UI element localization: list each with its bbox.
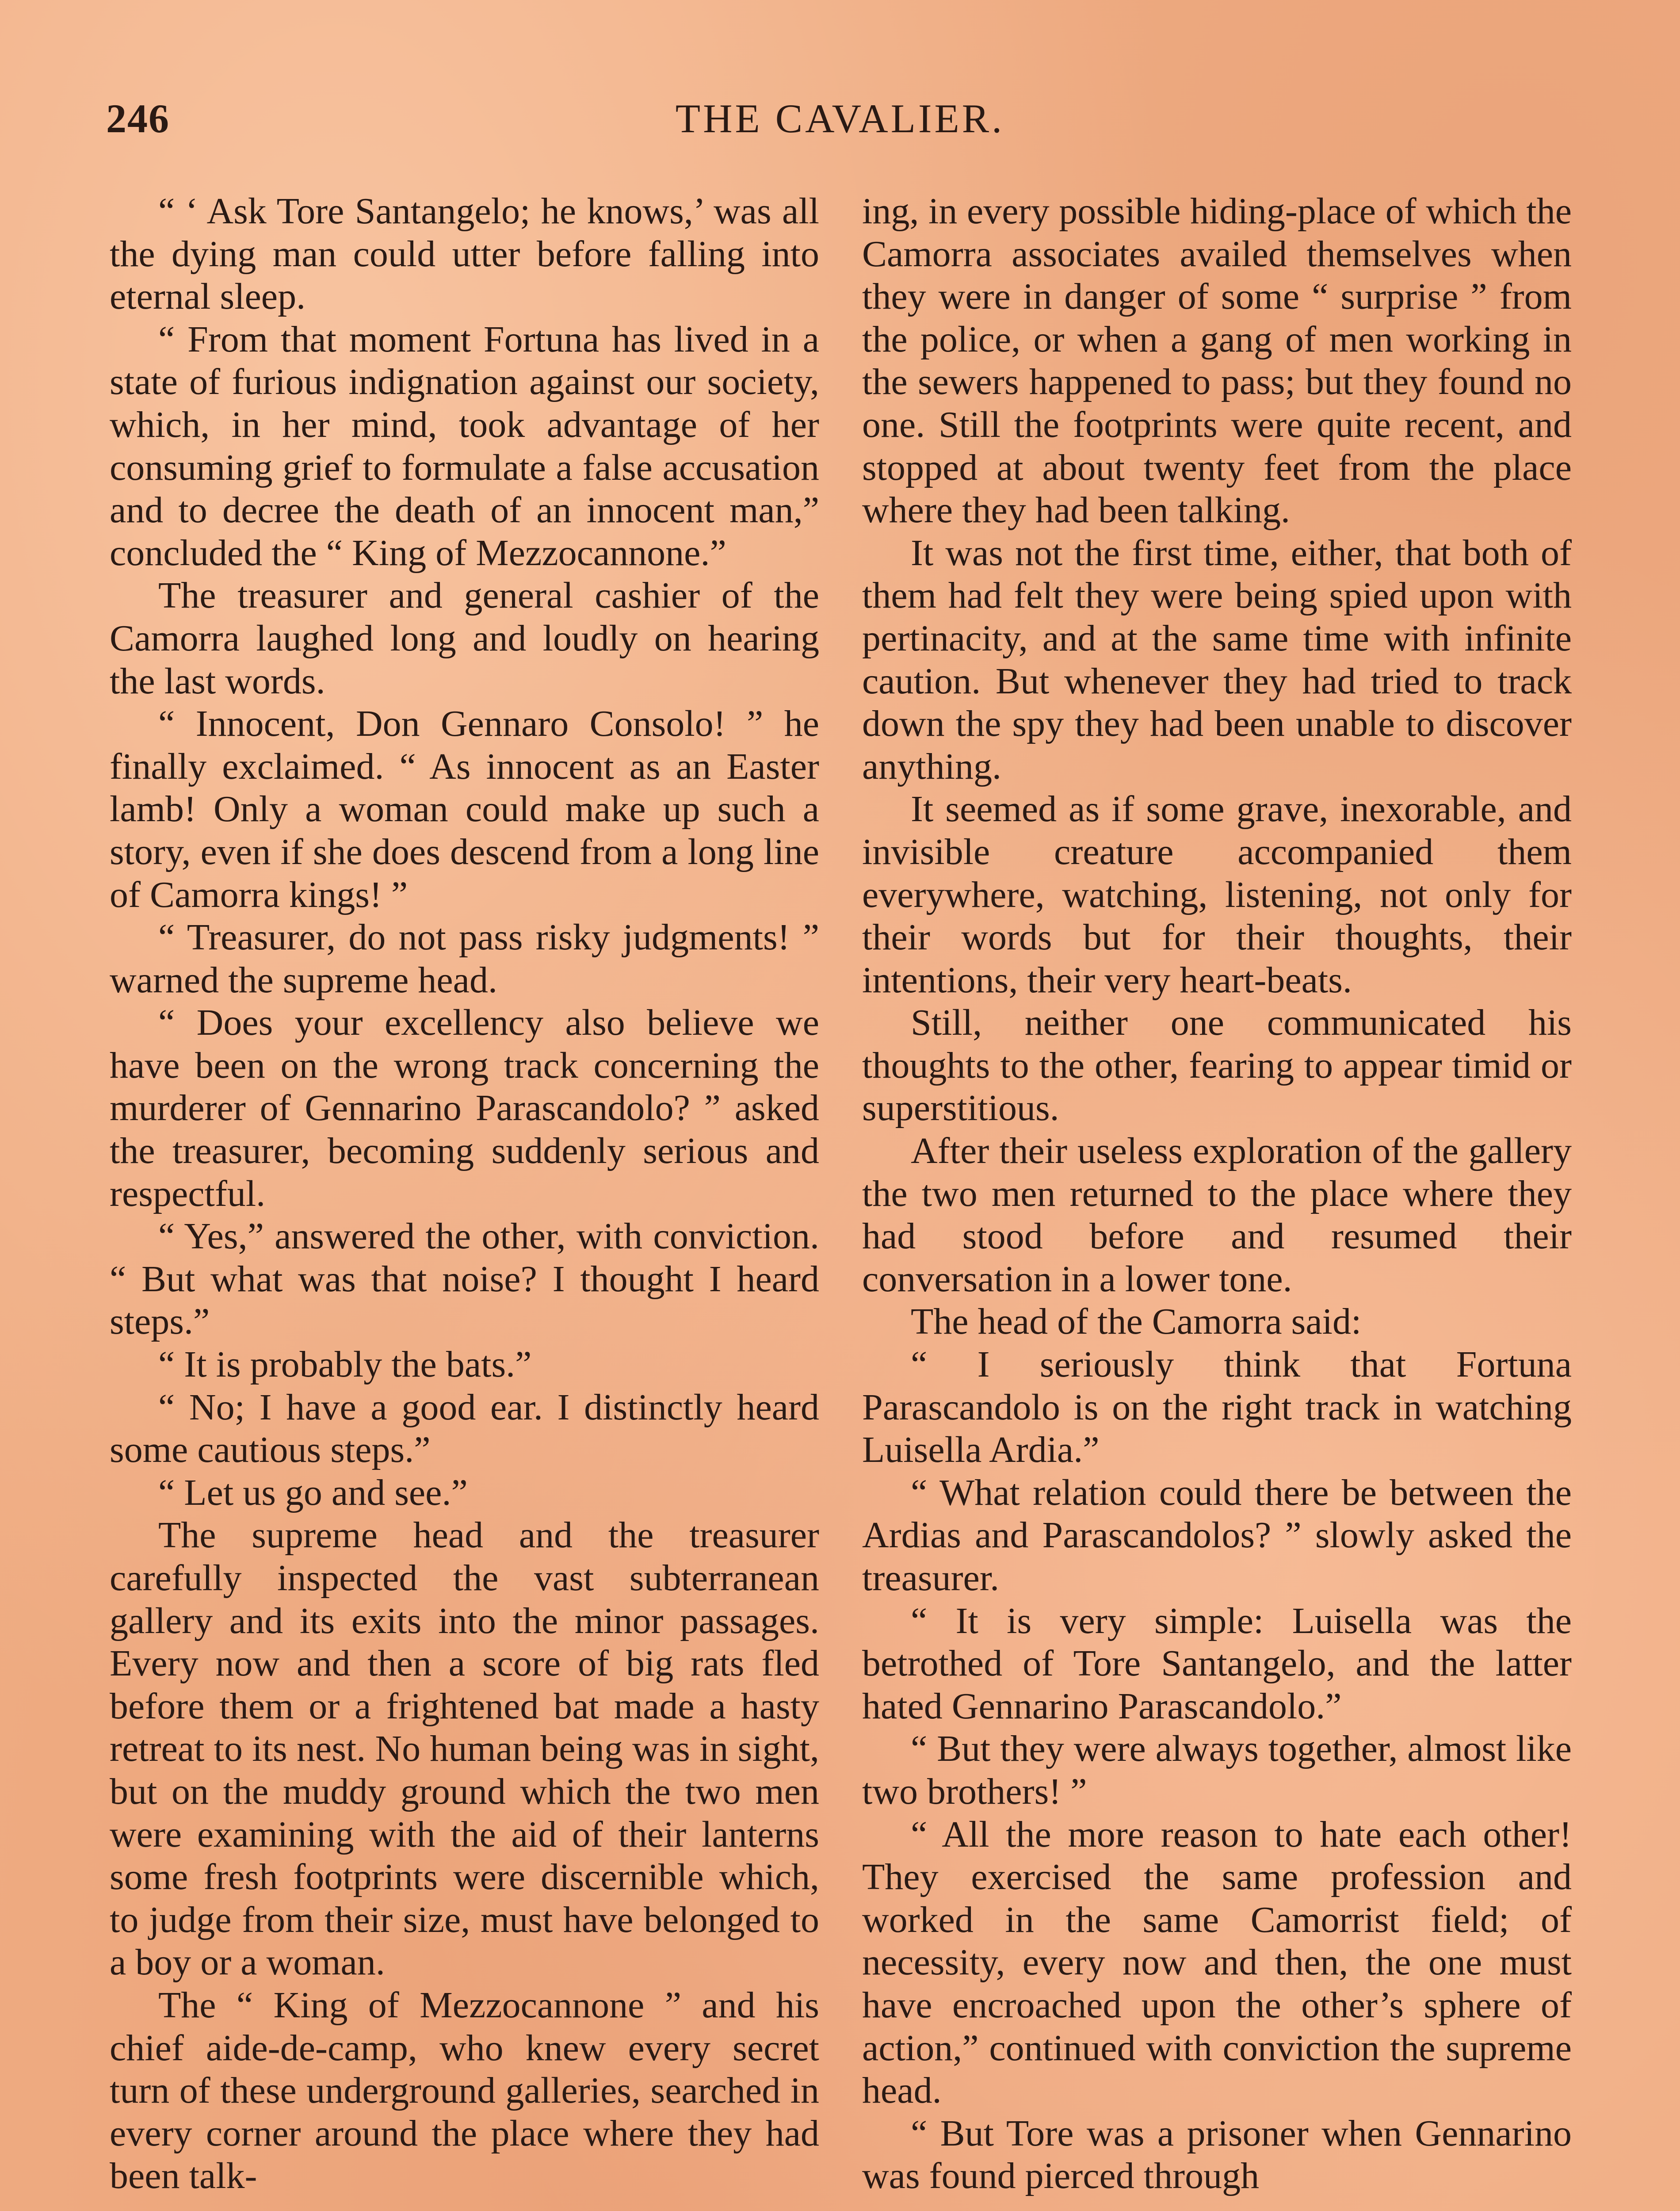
paragraph: “ I seriously think that Fortuna Parascandolo is on the right track in watching Luisella Ardia.”: [862, 1344, 1572, 1471]
paragraph-continued: ing, in every possible hiding-place of which the Camorra associates availed themselves when they were in danger of some “ surprise ” from the police, or when a gang of men working in the sewers happened to pass; but they found no one. Still the footprints were quite recent, and stopped at about twenty feet from the place where they had been talking.: [862, 191, 1572, 531]
paragraph: It was not the first time, either, that both of them had felt they were being spied upon with pertinacity, and at the same time with infinite caution. But whenever they had tried to track down the spy they had been unable to discover anything.: [862, 532, 1572, 787]
paragraph: “ Let us go and see.”: [158, 1472, 468, 1513]
paragraph: It seemed as if some grave, inexorable, and invisible creature accompanied them everywhere, watching, listening, not only for their words but for their thoughts, their intentions, their very heart-beats.: [862, 788, 1572, 1001]
running-title: THE CAVALIER.: [675, 96, 1005, 141]
paragraph: “ It is very simple: Luisella was the betrothed of Tore Santangelo, and the latter hated Gennarino Parascandolo.”: [862, 1600, 1572, 1727]
paragraph: The “ King of Mezzocannone ” and his chief aide-de-camp, who knew every secret turn of these underground galleries, searched in every corner around the place where they had been talk-: [110, 1984, 819, 2197]
paragraph: After their useless exploration of the gallery the two men returned to the place where they had stood before and resumed their conversation in a lower tone.: [862, 1130, 1572, 1300]
paragraph: “ What relation could there be between the Ardias and Parascandolos? ” slowly asked the treasurer.: [862, 1472, 1572, 1599]
page-number: 246: [106, 96, 170, 141]
paragraph: “ Does your excellency also believe we have been on the wrong track concerning the murderer of Gennarino Parascandolo? ” asked the treasurer, becoming suddenly serious and respectful.: [110, 1002, 819, 1214]
paragraph: “ Treasurer, do not pass risky judgments! ” warned the supreme head.: [110, 917, 819, 1001]
paragraph: Still, neither one communicated his thoughts to the other, fearing to appear timid or superstitious.: [862, 1002, 1572, 1129]
paragraph: “ Innocent, Don Gennaro Consolo! ” he finally exclaimed. “ As innocent as an Easter lamb! Only a woman could make up such a story, even if she does descend from a long line of Camorra kings! ”: [110, 703, 819, 915]
paragraph: The head of the Camorra said:: [911, 1301, 1362, 1343]
paragraph: The treasurer and general cashier of the Camorra laughed long and loudly on hearing the last words.: [110, 575, 819, 702]
paragraph: The supreme head and the treasurer carefully inspected the vast subterranean gallery and its exits into the minor passages. Every now and then a score of big rats fled before them or a frightened bat made a hasty retreat to its nest. No human being was in sight, but on the muddy ground which the two men were examining with the aid of their lanterns some fresh footprints were discernible which, to judge from their size, must have belonged to a boy or a woman.: [110, 1515, 819, 1983]
paragraph: “ But they were always together, almost like two brothers! ”: [862, 1728, 1572, 1812]
page-header: [106, 95, 1574, 157]
paragraph: “ All the more reason to hate each other! They exercised the same profession and worked in the same Camorrist field; of necessity, every now and then, the one must have encroached upon the other’s sphere of action,” continued with conviction the supreme head.: [862, 1813, 1572, 2112]
right-column: [862, 190, 1572, 2198]
paragraph: “ Yes,” answered the other, with conviction. “ But what was that noise? I thought I heard steps.”: [110, 1216, 819, 1343]
paragraph: “ It is probably the bats.”: [158, 1344, 532, 1385]
left-column: [110, 190, 819, 2198]
paragraph: “ But Tore was a prisoner when Gennarino was found pierced through: [862, 2112, 1572, 2197]
paragraph: “ ‘ Ask Tore Santangelo; he knows,’ was all the dying man could utter before falling into eternal sleep.: [110, 191, 819, 317]
paragraph: “ From that moment Fortuna has lived in a state of furious indignation against our society, which, in her mind, took advantage of her consuming grief to formulate a false accusation and to decree the death of an innocent man,” concluded the “ King of Mezzocannone.”: [110, 318, 819, 574]
paragraph: “ No; I have a good ear. I distinctly heard some cautious steps.”: [110, 1386, 819, 1471]
